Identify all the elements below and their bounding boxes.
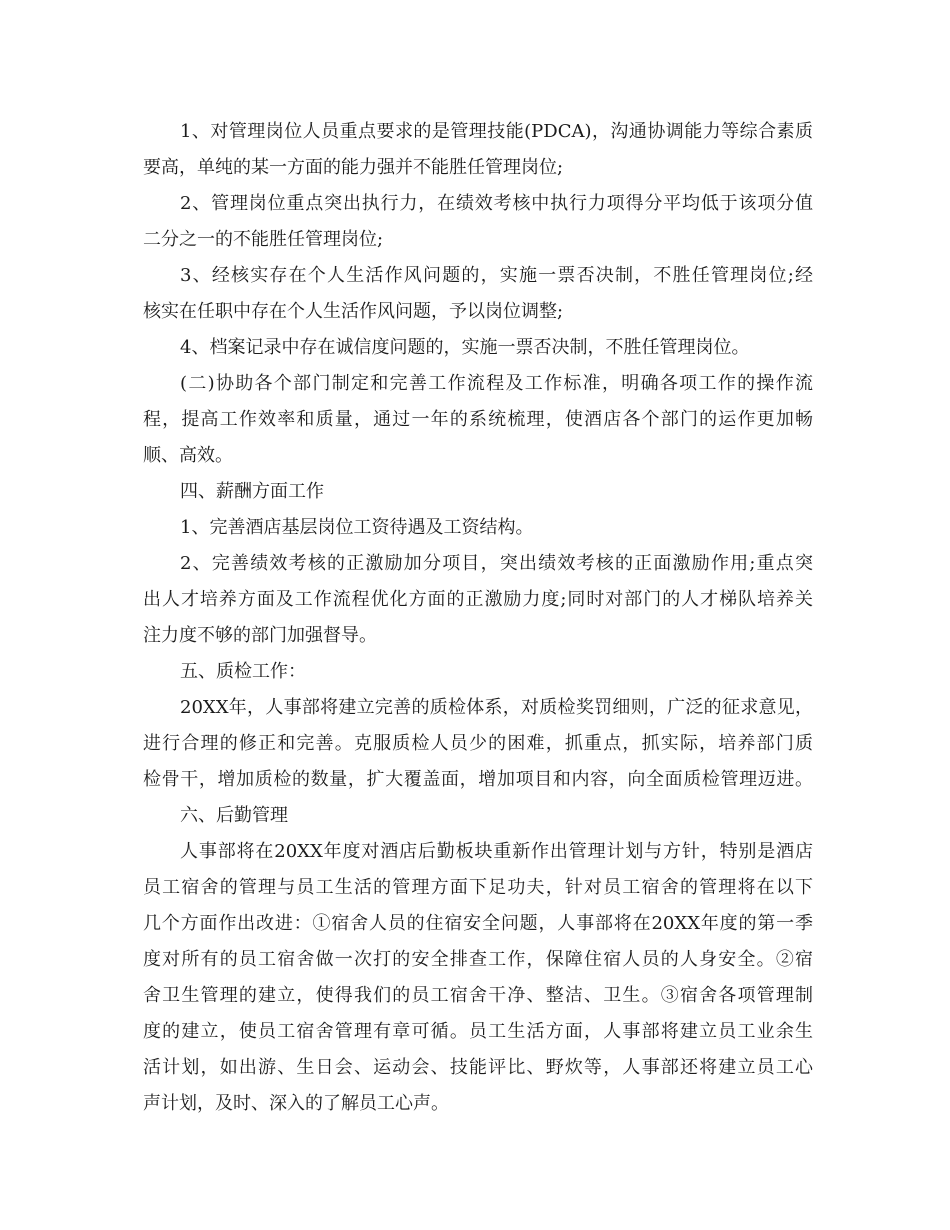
text-line: 度对所有的员工宿舍做一次打的安全排查工作，保障住宿人员的人身安全。②宿 — [143, 949, 813, 970]
text-line: 度的建立，使员工宿舍管理有章可循。员工生活方面，人事部将建立员工业余生 — [143, 1021, 813, 1042]
text-line: 20XX年，人事部将建立完善的质检体系，对质检奖罚细则，广泛的征求意见， — [180, 697, 813, 718]
text-line: 3、经核实存在个人生活作风问题的，实施一票否决制，不胜任管理岗位;经 — [180, 265, 813, 286]
text-line: 顺、高效。 — [143, 445, 233, 466]
section-heading: 六、后勤管理 — [180, 805, 288, 826]
section-heading: 四、薪酬方面工作 — [180, 481, 324, 502]
text-line: 声计划，及时、深入的了解员工心声。 — [143, 1093, 449, 1114]
text-line: 舍卫生管理的建立，使得我们的员工宿舍干净、整洁、卫生。③宿舍各项管理制 — [143, 985, 813, 1006]
text-line: 2、完善绩效考核的正激励加分项目，突出绩效考核的正面激励作用;重点突 — [180, 553, 813, 574]
text-line: 1、完善酒店基层岗位工资待遇及工资结构。 — [180, 517, 534, 538]
text-line: 出人才培养方面及工作流程优化方面的正激励力度;同时对部门的人才梯队培养关 — [143, 589, 813, 610]
text-line: 核实在任职中存在个人生活作风问题，予以岗位调整; — [143, 301, 564, 322]
text-line: 检骨干，增加质检的数量，扩大覆盖面，增加项目和内容，向全面质检管理迈进。 — [143, 769, 813, 790]
text-line: 进行合理的修正和完善。克服质检人员少的困难，抓重点，抓实际，培养部门质 — [143, 733, 813, 754]
text-line: 1、对管理岗位人员重点要求的是管理技能(PDCA)，沟通协调能力等综合素质 — [180, 121, 813, 142]
text-line: 4、档案记录中存在诚信度问题的，实施一票否决制，不胜任管理岗位。 — [180, 337, 750, 358]
text-line: 2、管理岗位重点突出执行力，在绩效考核中执行力项得分平均低于该项分值 — [180, 193, 813, 214]
text-line: 几个方面作出改进：①宿舍人员的住宿安全问题，人事部将在20XX年度的第一季 — [143, 913, 813, 934]
text-line: 人事部将在20XX年度对酒店后勤板块重新作出管理计划与方针，特别是酒店 — [180, 841, 813, 862]
text-line: (二)协助各个部门制定和完善工作流程及工作标准，明确各项工作的操作流 — [180, 373, 813, 394]
text-line: 注力度不够的部门加强督导。 — [143, 625, 377, 646]
section-heading: 五、质检工作： — [180, 661, 306, 682]
text-line: 二分之一的不能胜任管理岗位; — [143, 229, 384, 250]
text-line: 要高，单纯的某一方面的能力强并不能胜任管理岗位; — [143, 157, 564, 178]
text-line: 活计划，如出游、生日会、运动会、技能评比、野炊等，人事部还将建立员工心 — [143, 1057, 813, 1078]
text-line: 员工宿舍的管理与员工生活的管理方面下足功夫，针对员工宿舍的管理将在以下 — [143, 877, 813, 898]
text-line: 程，提高工作效率和质量，通过一年的系统梳理，使酒店各个部门的运作更加畅 — [143, 409, 813, 430]
